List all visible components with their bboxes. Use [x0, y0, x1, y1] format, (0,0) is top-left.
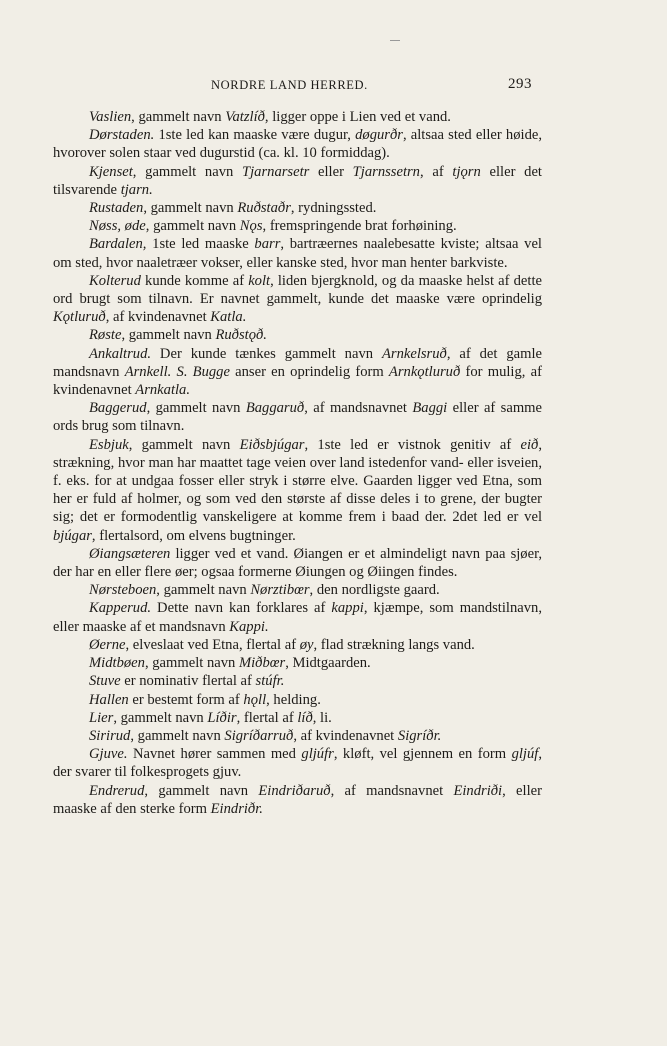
- entry-paragraph: [53, 326, 542, 344]
- italic-text: Baggerud: [89, 400, 147, 417]
- text-run: , der svarer til folkesprogets gjuv.: [53, 746, 542, 781]
- italic-text: eið: [520, 436, 539, 453]
- italic-text: Vaslien: [89, 109, 132, 125]
- text-run: , li.: [312, 709, 332, 726]
- italic-text: Øerne: [89, 636, 126, 653]
- text-run: Dette navn kan forklares af: [151, 600, 332, 617]
- italic-text: Rustaden: [89, 200, 144, 217]
- text-run: , den nordligste gaard.: [309, 582, 440, 599]
- italic-text: Nørztibœr: [250, 582, 310, 599]
- italic-text: Bardalen,: [89, 236, 147, 253]
- italic-text: øy: [299, 636, 314, 653]
- text-run: , flad strækning langs vand.: [313, 636, 475, 653]
- text-run: , af: [419, 163, 453, 180]
- text-run: , liden bjergknold, og da maaske helst af dette ord brugt som tilnavn. Er navnet gammelt, kunde det maaske være oprindelig: [53, 272, 542, 308]
- text-run: , 1ste led er vistnok genitiv af: [304, 436, 521, 453]
- italic-text: Tjarnarsetr: [242, 163, 310, 180]
- text-run: , kjæmpe, som mandstilnavn, eller maaske af et mandsnavn: [53, 600, 542, 635]
- text-run: Der kunde tænkes gammelt navn: [151, 345, 382, 362]
- entry-paragraph: [53, 217, 542, 235]
- italic-text: tjǫrn: [452, 163, 481, 180]
- text-run: , flertal af: [236, 709, 298, 726]
- text-run: , gammelt navn: [143, 200, 238, 217]
- italic-text: Esbjuk: [89, 436, 129, 453]
- italic-text: Stuve: [89, 673, 121, 690]
- italic-text: Arnkelsruð: [381, 345, 447, 362]
- text-run: , strækning, hvor man har maattet tage veien over land istedenfor vand- eller isveien, f. eks. for at undgaa fosser eller stryk i større elve. Gaarden ligger ved Etna, som her er fuld af holmer, og som ved den største af disse deles i to grene, der bugter sig; det er formodentlig vanskeligere at komme frem i baad der. 2det led er vel: [53, 436, 542, 526]
- italic-text: Tjarnssetrn: [352, 163, 420, 180]
- italic-text: Baggi: [412, 400, 448, 417]
- text-run: , flertalsord, om elvens bugtninger.: [91, 527, 296, 544]
- italic-text: Gjuve.: [89, 746, 128, 763]
- italic-text: kappi: [331, 600, 364, 617]
- italic-text: Vatzlíð: [225, 109, 265, 125]
- text-run: , elveslaat ved Etna, flertal af: [125, 636, 300, 653]
- italic-text: Kapperud.: [89, 600, 152, 617]
- text-run: for mulig, af kvindenavnet: [53, 363, 542, 399]
- italic-text: Midtbøen: [89, 655, 145, 672]
- text-run: , kløft, vel gjennem en form: [333, 746, 512, 763]
- italic-text: Sigríðr.: [397, 727, 442, 744]
- italic-text: Ankaltrud.: [89, 345, 152, 362]
- italic-text: Arnkǫtluruð: [388, 363, 461, 380]
- entry-paragraph: [53, 545, 542, 581]
- text-run: , rydningssted.: [290, 200, 377, 217]
- italic-text: Kolterud: [89, 272, 141, 289]
- text-run: anser en oprindelig form: [229, 363, 389, 380]
- text-run: , ligger oppe i Lien ved et vand.: [264, 109, 451, 125]
- text-run: , gammelt navn: [146, 400, 246, 417]
- italic-text: kolt: [248, 272, 271, 289]
- text-run: , gammelt navn: [132, 163, 242, 180]
- italic-text: Nørsteboen: [89, 582, 157, 599]
- italic-text: hǫll: [243, 691, 267, 708]
- running-header: [0, 76, 667, 96]
- italic-text: Røste: [89, 327, 122, 344]
- italic-text: S. Bugge: [176, 363, 230, 380]
- entry-paragraph: [53, 672, 542, 690]
- text-run: , eller maaske af den sterke form: [53, 782, 542, 817]
- text-run: , gammelt navn: [128, 436, 240, 453]
- italic-text: Sirirud: [89, 727, 131, 744]
- italic-text: Miðbœr: [238, 655, 286, 672]
- italic-text: Sigríðarruð: [224, 727, 294, 744]
- text-run: , altsaa sted eller høide, hvorover solen staar ved dugurstid (ca. kl. 10 formiddag).: [53, 127, 542, 162]
- entry-paragraph: [53, 599, 542, 635]
- entry-paragraph: [53, 727, 542, 745]
- text-run: kunde komme af: [140, 272, 249, 289]
- entry-paragraph: [53, 108, 542, 126]
- italic-text: Eindriðaruð: [258, 782, 331, 799]
- text-run: , af mandsnavnet: [304, 400, 413, 417]
- italic-text: Eindriði: [453, 782, 503, 799]
- text-run: , gammelt navn: [121, 327, 216, 344]
- italic-text: Hallen: [89, 691, 129, 708]
- italic-text: Arnkatla.: [135, 382, 191, 399]
- text-run: , helding.: [266, 691, 321, 708]
- italic-text: Eiðsbjúgar: [239, 436, 305, 453]
- italic-text: Nøss, øde: [89, 218, 146, 235]
- italic-text: Katla.: [210, 309, 247, 326]
- entry-paragraph: [53, 126, 542, 162]
- entries-text: [53, 108, 542, 818]
- text-run: er bestemt form af: [128, 691, 244, 708]
- italic-text: Nǫs: [239, 218, 263, 235]
- italic-text: Kappi.: [229, 618, 269, 635]
- text-run: Navnet hører sammen med: [127, 746, 302, 763]
- text-run: , af mandsnavnet: [330, 782, 454, 799]
- italic-text: bjúgar: [53, 527, 92, 544]
- italic-text: Arnkell.: [124, 363, 172, 380]
- entry-paragraph: [53, 235, 542, 271]
- text-run: ligger ved et vand. Øiangen er et almindeligt navn paa sjøer, der har en eller flere øer; ogsaa formerne Øiungen og Øiingen findes.: [53, 545, 542, 581]
- italic-text: Endrerud: [89, 782, 145, 799]
- italic-text: Øiangsæteren: [89, 545, 171, 562]
- entry-paragraph: [53, 691, 542, 709]
- italic-text: tjarn.: [120, 181, 153, 198]
- text-run: eller det tilsvarende: [53, 163, 542, 198]
- text-run: , gammelt navn: [131, 109, 226, 125]
- text-run: , gammelt navn: [113, 709, 208, 726]
- italic-text: Lier: [89, 709, 114, 726]
- text-run: , gammelt navn: [144, 655, 239, 672]
- text-run: er nominativ flertal af: [120, 673, 256, 690]
- scan-mark: [390, 40, 400, 41]
- italic-text: Kǫtluruð: [53, 309, 106, 326]
- entry-paragraph: [53, 654, 542, 672]
- text-run: , gammelt navn: [144, 782, 259, 799]
- entry-paragraph: [53, 163, 542, 199]
- entry-paragraph: [53, 709, 542, 727]
- text-run: 1ste led maaske: [146, 236, 255, 253]
- entry-paragraph: [53, 199, 542, 217]
- italic-text: stúfr.: [255, 673, 285, 690]
- text-run: eller af samme ords brug som tilnavn.: [53, 400, 543, 435]
- italic-text: Eindriðr.: [210, 800, 263, 817]
- text-run: , bartræernes naalebesatte kviste; altsaa vel om sted, hvor naaletræer vokser, eller kanske sted, hvor man henter barkviste.: [53, 236, 542, 271]
- text-run: , gammelt navn: [145, 218, 240, 235]
- page-number: 293: [508, 76, 532, 92]
- entry-paragraph: [53, 345, 542, 400]
- italic-text: gljúf: [511, 746, 539, 763]
- italic-text: Dørstaden.: [89, 127, 155, 144]
- text-run: eller: [309, 163, 353, 180]
- entry-paragraph: [53, 636, 542, 654]
- italic-text: líð: [297, 709, 313, 726]
- entry-paragraph: [53, 272, 542, 327]
- entry-paragraph: [53, 581, 542, 599]
- text-run: , gammelt navn: [156, 582, 251, 599]
- text-run: , af det gamle mandsnavn: [53, 345, 543, 380]
- italic-text: Líðir: [207, 709, 237, 726]
- text-run: , Midtgaarden.: [285, 655, 371, 672]
- text-run: , af kvindenavnet: [293, 727, 398, 744]
- entry-paragraph: [53, 399, 542, 435]
- text-run: 1ste led kan maaske være dugur,: [154, 127, 356, 144]
- italic-text: Ruðstaðr: [237, 200, 291, 217]
- entry-paragraph: [53, 782, 542, 818]
- text-run: , fremspringende brat forhøining.: [262, 218, 457, 235]
- entry-paragraph: [53, 745, 542, 781]
- italic-text: barr: [254, 236, 281, 253]
- italic-text: Kjenset: [89, 163, 133, 180]
- text-run: , af kvindenavnet: [105, 309, 211, 326]
- entry-paragraph: [53, 436, 542, 545]
- italic-text: Baggaruð: [245, 400, 305, 417]
- header-title: NORDRE LAND HERRED.: [211, 78, 368, 92]
- italic-text: Ruðstǫð.: [215, 327, 267, 344]
- italic-text: gljúfr: [301, 746, 334, 763]
- italic-text: døgurðr: [355, 127, 403, 144]
- text-run: , gammelt navn: [130, 727, 225, 744]
